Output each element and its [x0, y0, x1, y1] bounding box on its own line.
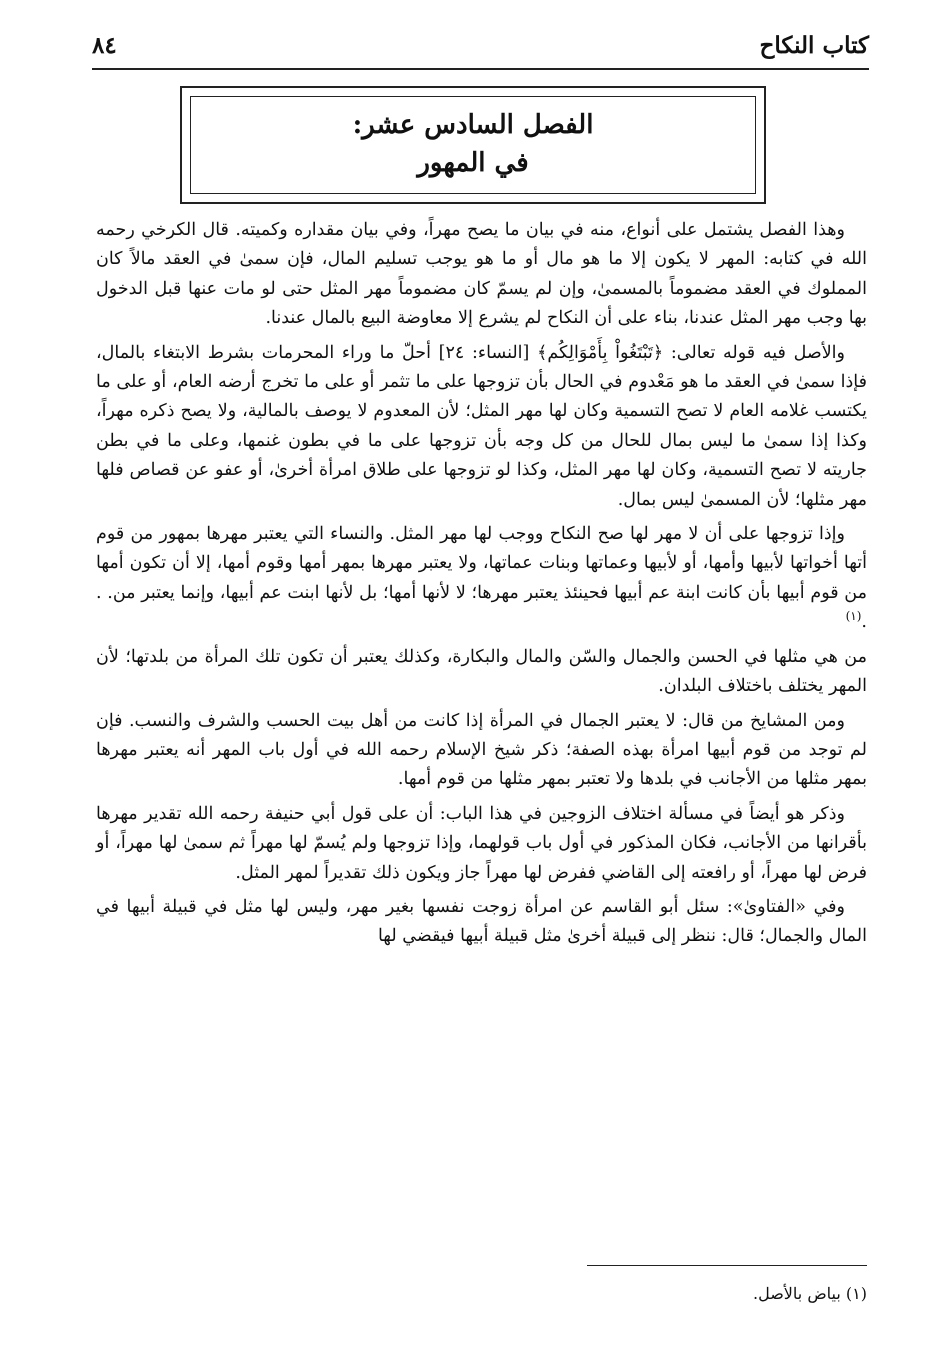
chapter-title-frame [180, 86, 766, 204]
footnote-marker: (١) [845, 609, 862, 624]
book-title: كتاب النكاح [759, 32, 869, 59]
paragraph-4: من هي مثلها في الحسن والجمال والسّن والمال والبكارة، وكذلك يعتبر أن تكون تلك المرأة من بلدتها؛ لأن المهر يختلف باختلاف البلدان. [96, 646, 867, 697]
paragraph-5: ومن المشايخ من قال: لا يعتبر الجمال في المرأة إذا كانت من أهل بيت الحسب والشرف والنسب. فإن لم توجد من قوم أبيها امرأة بهذه الصفة؛ ذكر شيخ الإسلام رحمه الله في أول باب المهر أنه يعتبر مهرها بمهر مثلها من الأجانب في بلدها ولا تعتبر بمهر مثلها من قوم أمها. [96, 710, 867, 790]
paragraph-1: وهذا الفصل يشتمل على أنواع، منه في بيان ما يصح مهراً، وفي بيان مقداره وكميته. قال الكرخي رحمه الله في كتابه: المهر لا يكون إلا ما هو مال أو ما هو يوجب تسليم المال، فإن سمىٰ في العقد مالاً كان المملوك في العقد مضموماً بالمسمىٰ، وإن لم يسمّ كان مضموماً مهر المثل حتى لو مات عنها قبل الدخول بها وجب مهر المثل عندنا، بناء على أن النكاح لم يشرع إلا معاوضة البيع بالمال عندنا. [96, 220, 867, 329]
paragraph-7: وفي «الفتاوىٰ»: سئل أبو القاسم عن امرأة زوجت نفسها بغير مهر، وليس لها مثل في قبيلة أبيها في المال والجمال؛ قال: ننظر إلى قبيلة أخرىٰ مثل قبيلة أبيها فيقضي لها [96, 896, 867, 947]
footnote: (١) بياض بالأصل. [753, 1284, 867, 1303]
body-text [96, 216, 867, 957]
chapter-title-line-2: في المهور [417, 148, 529, 178]
paragraph-3-text: وإذا تزوجها على أن لا مهر لها صح النكاح ووجب لها مهر المثل. والنساء التي يعتبر مهرها بمهور من قوم أتها أخواتها لأبيها وأمها، أو لأبيها وعماتها وبنات عماتها، ولا يعتبر مهرها بمهر أمها وقوم أمها، إلا أن تكون أمها من قوم أبيها بأن كانت ابنة عم أبيها فحينئذ يعتبر مهرها؛ لا لأنها أمها؛ بل لأنها ابنت عم أبيها، وإنما يعتبر من. . . [96, 524, 867, 633]
chapter-title-inner-frame [190, 96, 756, 194]
footnote-separator [587, 1265, 867, 1266]
chapter-title-line-1: الفصل السادس عشر: [352, 110, 594, 141]
paragraph-2: والأصل فيه قوله تعالى: ﴿تَبْتَغُواْ بِأَمْوَالِكُم﴾ [النساء: ٢٤] أحلّ ما وراء المحرمات بشرط الابتغاء بالمال، فإذا سمىٰ في العقد ما هو مَعْدوم في الحال بأن تزوجها على ما تثمر أو على ما تخرج أرضه العام، أو على ما يكتسب غلامه العام لا تصح التسمية وكان لها مهر المثل؛ لأن المعدوم لا يوصف بالمالية، ولا يصح ذكره مهراً، وكذا إذا سمىٰ ما ليس بمال للحال من كل وجه بأن تزوجها على ما في بطون غنمها، وعلى ما في بطن جاريته لا تصح التسمية، وكان لها مهر المثل، وكذا لو تزوجها على طلاق امرأة أخرىٰ، أو عفو عن قصاص فلها مهر مثلها؛ لأن المسمىٰ ليس بمال. [96, 342, 867, 510]
running-head [92, 28, 869, 70]
paragraph-6: وذكر هو أيضاً في مسألة اختلاف الزوجين في هذا الباب: أن على قول أبي حنيفة رحمه الله تقدير مهرها بأقرانها من الأجانب، فكان المذكور في أول باب قولهما، وإذا تزوجها ولم يُسمّ لها مهراً ثم سمىٰ لها مهراً، أو فرض لها مهراً، أو رافعته إلى القاضي ففرض لها مهراً جاز ويكون ذلك تقديراً لمهر المثل. [96, 803, 867, 883]
paragraph-3 [96, 520, 867, 638]
page-number: ٨٤ [92, 32, 117, 59]
